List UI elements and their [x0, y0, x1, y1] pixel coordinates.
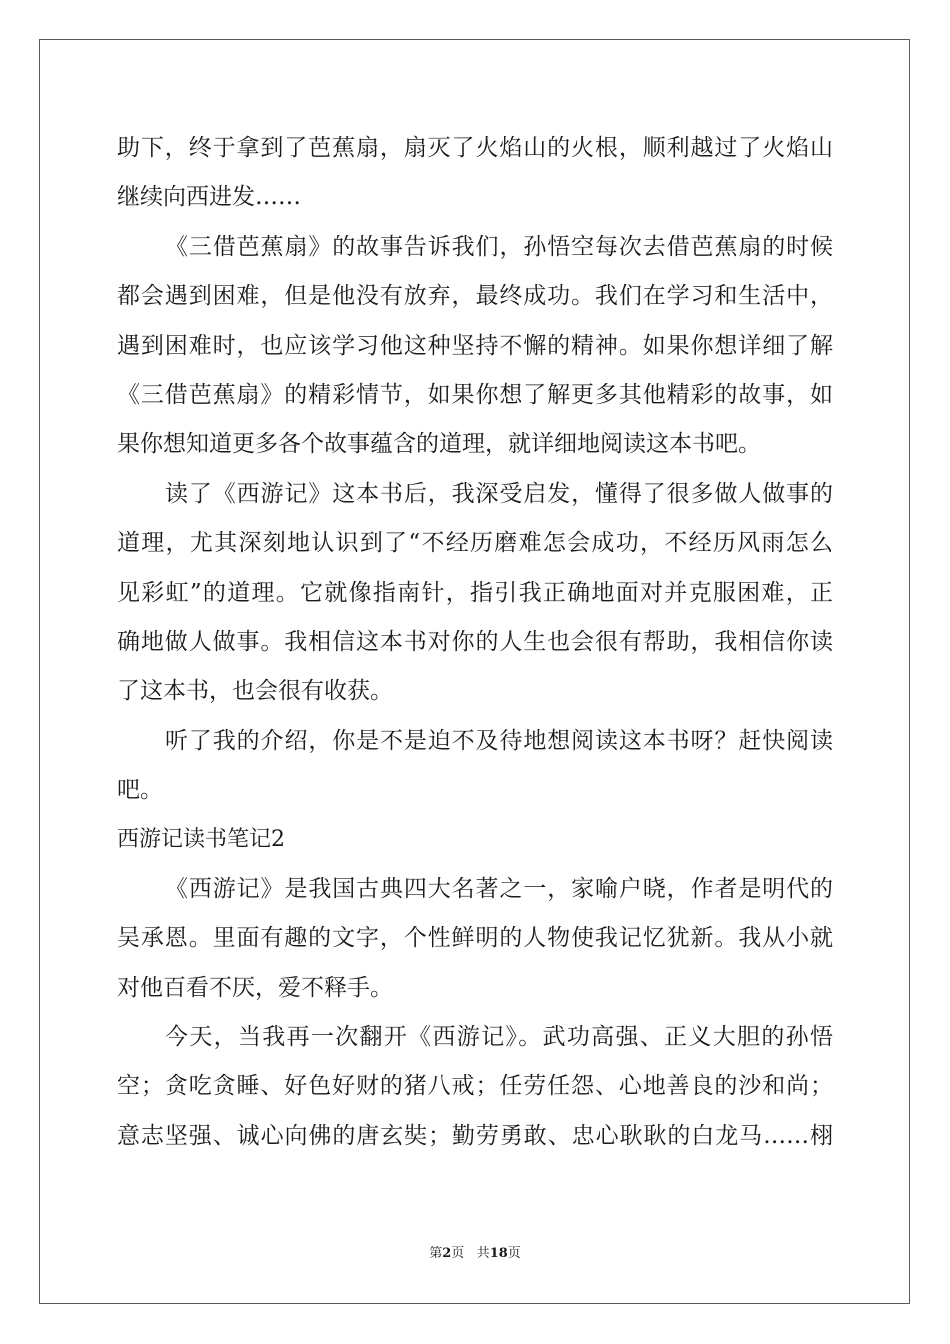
- text-line: 吴承恩。里面有趣的文字，个性鲜明的人物使我记忆犹新。我从小就: [117, 925, 833, 952]
- paragraph-first-line: 今天，当我再一次翻开《西游记》。武功高强、正义大胆的孙悟: [165, 1024, 833, 1051]
- text-line: 对他百看不厌，爱不释手。: [117, 974, 393, 1001]
- text-line: 果你想知道更多各个故事蕴含的道理，就详细地阅读这本书吧。: [117, 431, 761, 458]
- paragraph-first-line: 《三借芭蕉扇》的故事告诉我们，孙悟空每次去借芭蕉扇的时候: [165, 233, 833, 260]
- text-line: 确地做人做事。我相信这本书对你的人生也会很有帮助，我相信你读: [117, 628, 833, 655]
- page-number: 2: [442, 1246, 452, 1261]
- text-line: 意志坚强、诚心向佛的唐玄奘；勤劳勇敢、忠心耿耿的白龙马……栩: [117, 1122, 833, 1149]
- section-heading: 西游记读书笔记2: [117, 827, 285, 853]
- text-line: 遇到困难时，也应该学习他这种坚持不懈的精神。如果你想详细了解: [117, 332, 833, 359]
- total-pages: 18: [489, 1246, 508, 1261]
- paragraph-first-line: 读了《西游记》这本书后，我深受启发，懂得了很多做人做事的: [165, 480, 833, 507]
- page-prefix: 第: [429, 1246, 443, 1261]
- document-body: [117, 124, 833, 1161]
- total-prefix: 共: [476, 1246, 490, 1261]
- paragraph-first-line: 听了我的介绍，你是不是迫不及待地想阅读这本书呀？赶快阅读: [165, 727, 833, 754]
- text-line: 《三借芭蕉扇》的精彩情节，如果你想了解更多其他精彩的故事，如: [117, 381, 833, 408]
- page-suffix: 页: [451, 1246, 465, 1261]
- paragraph-first-line: 《西游记》是我国古典四大名著之一，家喻户晓，作者是明代的: [165, 875, 833, 902]
- text-line: 都会遇到困难，但是他没有放弃，最终成功。我们在学习和生活中，: [117, 283, 833, 310]
- page-footer: [0, 1242, 950, 1261]
- text-line: 空；贪吃贪睡、好色好财的猪八戒；任劳任怨、心地善良的沙和尚；: [117, 1073, 833, 1100]
- text-line: 了这本书，也会很有收获。: [117, 678, 393, 705]
- text-line: 助下，终于拿到了芭蕉扇，扇灭了火焰山的火根，顺利越过了火焰山: [117, 135, 833, 161]
- text-line: 道理，尤其深刻地认识到了“不经历磨难怎会成功，不经历风雨怎么: [117, 530, 833, 557]
- text-line: 继续向西进发……: [117, 184, 301, 211]
- text-line: 吧。: [117, 777, 163, 804]
- text-line: 见彩虹”的道理。它就像指南针，指引我正确地面对并克服困难，正: [117, 579, 833, 606]
- total-suffix: 页: [507, 1246, 521, 1261]
